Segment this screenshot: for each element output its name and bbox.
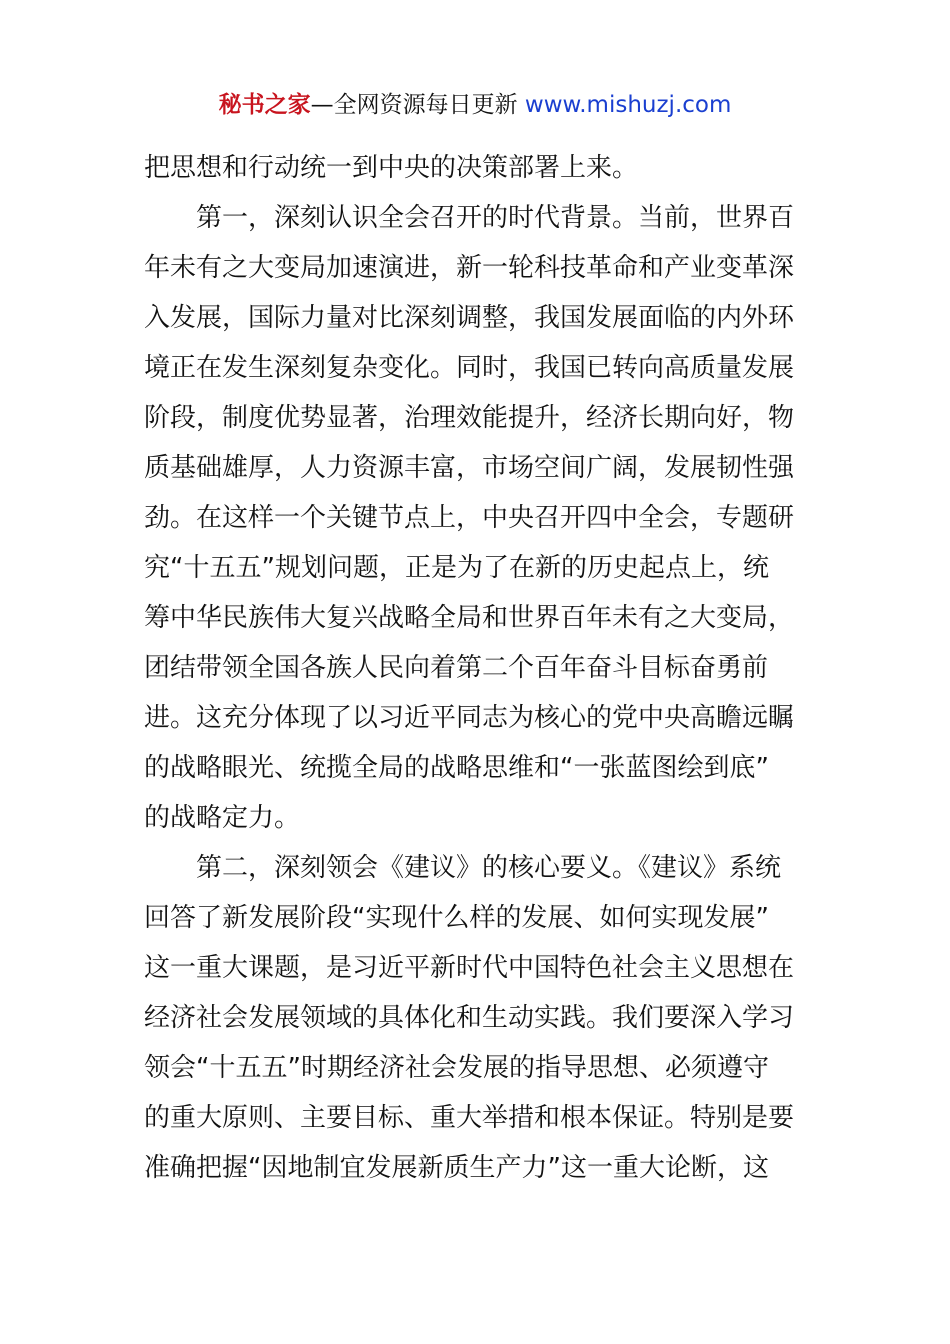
text-line: 入发展，国际力量对比深刻调整，我国发展面临的内外环 <box>144 303 795 333</box>
text-line: 把思想和行动统一到中央的决策部署上来。 <box>144 153 639 183</box>
header-tagline: —全网资源每日更新 <box>310 92 518 118</box>
text-line: 第二，深刻领会《建议》的核心要义。《建议》系统 <box>144 853 782 883</box>
text-line: 的重大原则、主要目标、重大举措和根本保证。特别是要 <box>144 1103 795 1133</box>
text-line: 团结带领全国各族人民向着第二个百年奋斗目标奋勇前 <box>144 653 769 683</box>
text-line: 的战略眼光、统揽全局的战略思维和“一张蓝图绘到底” <box>144 753 769 783</box>
text-line: 回答了新发展阶段“实现什么样的发展、如何实现发展” <box>144 903 769 933</box>
document-body <box>144 143 824 1193</box>
brand-name: 秘书之家 <box>218 92 311 118</box>
site-url-link[interactable]: www.mishuzj.com <box>524 92 732 118</box>
text-line: 阶段，制度优势显著，治理效能提升，经济长期向好，物 <box>144 403 795 433</box>
text-line: 的战略定力。 <box>144 803 301 833</box>
text-line: 准确把握“因地制宜发展新质生产力”这一重大论断，这 <box>144 1153 769 1183</box>
text-line: 领会“十五五”时期经济社会发展的指导思想、必须遵守 <box>144 1053 769 1083</box>
text-line: 第一，深刻认识全会召开的时代背景。当前，世界百 <box>144 203 795 233</box>
text-line: 年未有之大变局加速演进，新一轮科技革命和产业变革深 <box>144 253 795 283</box>
text-line: 劲。在这样一个关键节点上，中央召开四中全会，专题研 <box>144 503 795 533</box>
text-line: 质基础雄厚，人力资源丰富，市场空间广阔，发展韧性强 <box>144 453 795 483</box>
text-line: 究“十五五”规划问题，正是为了在新的历史起点上，统 <box>144 553 769 583</box>
document-header <box>0 88 950 122</box>
text-line: 进。这充分体现了以习近平同志为核心的党中央高瞻远瞩 <box>144 703 795 733</box>
text-line: 境正在发生深刻复杂变化。同时，我国已转向高质量发展 <box>144 353 795 383</box>
text-line: 筹中华民族伟大复兴战略全局和世界百年未有之大变局， <box>144 603 795 633</box>
text-line: 这一重大课题，是习近平新时代中国特色社会主义思想在 <box>144 953 795 983</box>
text-line: 经济社会发展领域的具体化和生动实践。我们要深入学习 <box>144 1003 795 1033</box>
